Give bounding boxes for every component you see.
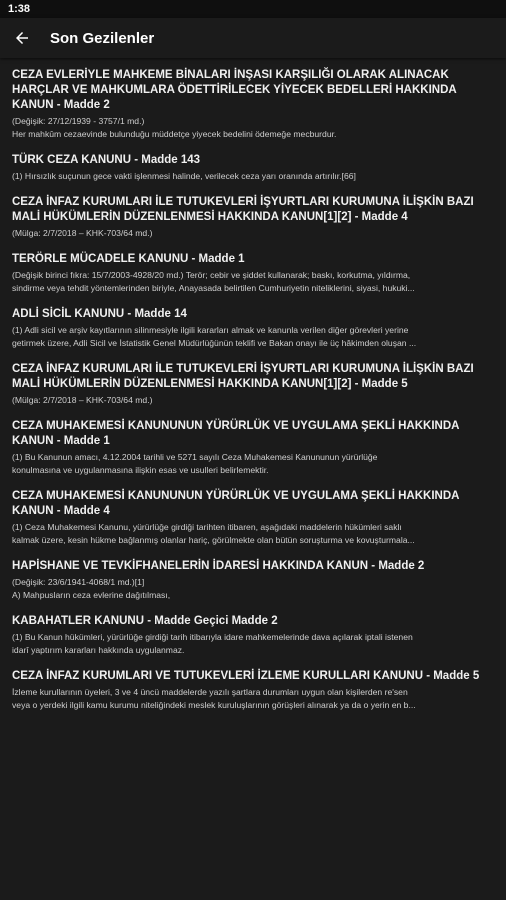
item-body: [12, 521, 494, 547]
item-body-line: getirmek üzere, Adli Sicil ve İstatistik Genel Müdürlüğünün teklifi ve Bakan onayı ile üç hâkimden oluşan ...: [12, 338, 417, 348]
item-body-line: İzleme kurullarının üyeleri, 3 ve 4 üncü maddelerde yazılı şartlara durumları uygun olan kişilerden re'sen: [12, 687, 408, 697]
item-title: TÜRK CEZA KANUNU - Madde 143: [12, 154, 201, 166]
item-body: [12, 686, 494, 712]
item-body: [12, 631, 494, 657]
item-body-line: (1) Hırsızlık suçunun gece vakti işlenmesi halinde, verilecek ceza yarı oranında artırılır.[66]: [12, 171, 356, 181]
item-body-line: (1) Ceza Muhakemesi Kanunu, yürürlüğe girdiği tarihten itibaren, aşağıdaki maddelerin hükümleri saklı: [12, 522, 402, 532]
list-item[interactable]: [0, 483, 506, 553]
item-title: CEZA EVLERİYLE MAHKEME BİNALARI İNŞASI KARŞILIĞI OLARAK ALINACAK HARÇLAR VE MAHKUMLARA ÖDETTİRİLECEK YİYECEK BEDELLERİ HAKKINDA KANUN - Madde 2: [12, 69, 457, 111]
item-title: KABAHATLER KANUNU - Madde Geçici Madde 2: [12, 615, 278, 627]
app-bar: [0, 18, 506, 58]
list-item[interactable]: [0, 147, 506, 189]
item-body-line: konulmasına ve uygulanmasına ilişkin esas ve usulleri belirlemektir.: [12, 465, 269, 475]
list-item[interactable]: [0, 301, 506, 356]
item-body-line: (Değişik: 27/12/1939 - 3757/1 md.): [12, 116, 145, 126]
item-body-line: (Değişik: 23/6/1941-4068/1 md.)[1]: [12, 577, 145, 587]
item-title: CEZA İNFAZ KURUMLARI İLE TUTUKEVLERİ İŞYURTLARI KURUMUNA İLİŞKİN BAZI MALİ HÜKÜMLERİN DÜZENLENMESİ HAKKINDA KANUN[1][2] - Madde 5: [12, 363, 474, 390]
list-item[interactable]: [0, 413, 506, 483]
item-title: CEZA İNFAZ KURUMLARI İLE TUTUKEVLERİ İŞYURTLARI KURUMUNA İLİŞKİN BAZI MALİ HÜKÜMLERİN DÜZENLENMESİ HAKKINDA KANUN[1][2] - Madde 4: [12, 196, 474, 223]
item-title: ADLİ SİCİL KANUNU - Madde 14: [12, 308, 187, 320]
page-title: Son Gezilenler: [50, 29, 155, 47]
item-body-line: sindirme veya tehdit yöntemlerinden biriyle, Anayasada belirtilen Cumhuriyetin niteliklerini, siyasi, hukuki...: [12, 283, 415, 293]
item-body: [12, 269, 494, 295]
list-item[interactable]: [0, 356, 506, 413]
recent-list: [0, 58, 506, 718]
item-body-line: idarî yaptırım kararları hakkında uygulanmaz.: [12, 645, 185, 655]
item-body: [12, 324, 494, 350]
list-item[interactable]: [0, 246, 506, 301]
item-title: CEZA MUHAKEMESİ KANUNUNUN YÜRÜRLÜK VE UYGULAMA ŞEKLİ HAKKINDA KANUN - Madde 4: [12, 490, 460, 517]
status-time: 1:38: [8, 3, 31, 15]
list-item[interactable]: [0, 608, 506, 663]
status-bar: [0, 0, 506, 18]
item-body: [12, 170, 494, 183]
item-body: [12, 451, 494, 477]
item-body-line: kalmak üzere, kesin hükme bağlanmış olanlar hariç, görülmekte olan bütün soruşturma ve kovuşturmala...: [12, 535, 415, 545]
arrow-left-icon: [13, 29, 31, 47]
item-body: [12, 394, 494, 407]
item-body-line: (1) Adli sicil ve arşiv kayıtlarının silinmesiyle ilgili kararları almak ve kanunla verilen diğer görevleri yerine: [12, 325, 409, 335]
item-body-line: (1) Bu Kanunun amacı, 4.12.2004 tarihli ve 5271 sayılı Ceza Muhakemesi Kanununun yürürlüğe: [12, 452, 378, 462]
item-body-line: (Mülga: 2/7/2018 – KHK-703/64 md.): [12, 228, 153, 238]
item-title: TERÖRLE MÜCADELE KANUNU - Madde 1: [12, 253, 245, 265]
item-body-line: veya o yerdeki ilgili kamu kurumu niteliğindeki meslek kuruluşlarının görüşleri alınarak ya da o yerin en b...: [12, 700, 416, 710]
list-item[interactable]: [0, 62, 506, 147]
item-title: CEZA MUHAKEMESİ KANUNUNUN YÜRÜRLÜK VE UYGULAMA ŞEKLİ HAKKINDA KANUN - Madde 1: [12, 420, 460, 447]
item-body-line: (1) Bu Kanun hükümleri, yürürlüğe girdiği tarih itibarıyla idare mahkemelerinde dava açılarak iptali istenen: [12, 632, 413, 642]
item-title: HAPİSHANE VE TEVKİFHANELERİN İDARESİ HAKKINDA KANUN - Madde 2: [12, 560, 425, 572]
item-body: [12, 576, 494, 602]
item-body: [12, 227, 494, 240]
item-body: [12, 115, 494, 141]
back-button[interactable]: [2, 18, 42, 58]
item-body-line: (Değişik birinci fıkra: 15/7/2003-4928/20 md.) Terör; cebir ve şiddet kullanarak; baskı, korkutma, yıldırma,: [12, 270, 411, 280]
item-body-line: A) Mahpusların ceza evlerine dağıtılması,: [12, 590, 171, 600]
list-item[interactable]: [0, 189, 506, 246]
list-item[interactable]: [0, 553, 506, 608]
item-body-line: (Mülga: 2/7/2018 – KHK-703/64 md.): [12, 395, 153, 405]
item-body-line: Her mahkûm cezaevinde bulunduğu müddetçe yiyecek bedelini ödemeğe mecburdur.: [12, 129, 337, 139]
list-item[interactable]: [0, 663, 506, 718]
item-title: CEZA İNFAZ KURUMLARI VE TUTUKEVLERİ İZLEME KURULLARI KANUNU - Madde 5: [12, 670, 480, 682]
